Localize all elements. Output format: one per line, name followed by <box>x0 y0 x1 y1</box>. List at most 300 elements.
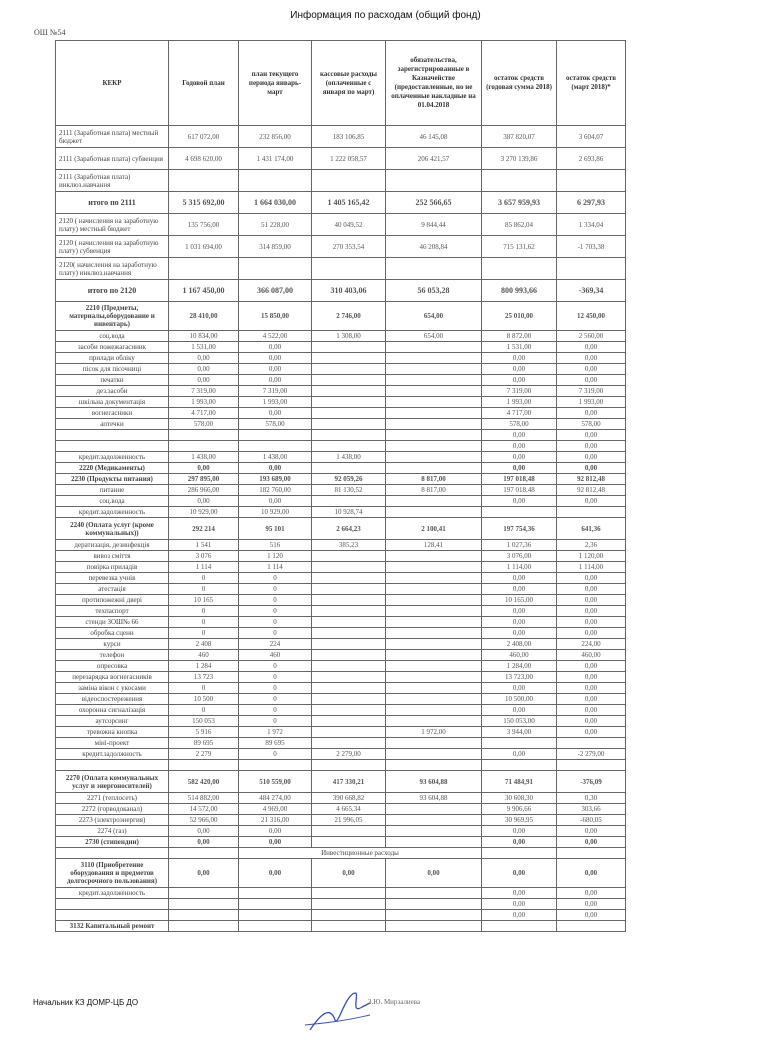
cell-value: 81 130,52 <box>312 485 386 496</box>
cell-value: 9 844,44 <box>386 214 482 236</box>
cell-value: 0,00 <box>557 694 626 705</box>
cell-value <box>312 639 386 650</box>
cell-value <box>386 551 482 562</box>
cell-value <box>169 921 239 932</box>
cell-value: 0,00 <box>482 452 557 463</box>
column-header: КЕКР <box>56 41 169 126</box>
cell-value <box>386 826 482 837</box>
cell-value: 654,00 <box>386 331 482 342</box>
cell-value: 0,00 <box>482 628 557 639</box>
table-row <box>56 331 626 342</box>
cell-value <box>386 170 482 192</box>
table-row <box>56 910 626 921</box>
cell-value: 21 316,00 <box>239 815 312 826</box>
row-label: кредит.задолженность <box>56 507 169 518</box>
table-row <box>56 258 626 280</box>
cell-value: 232 856,00 <box>239 126 312 148</box>
cell-value: 224 <box>239 639 312 650</box>
table-row <box>56 661 626 672</box>
cell-value: 13 723 <box>169 672 239 683</box>
row-label: шкільна документація <box>56 397 169 408</box>
cell-value: 15 850,00 <box>239 302 312 331</box>
cell-value: 2 408,00 <box>482 639 557 650</box>
cell-value <box>386 815 482 826</box>
cell-value: 0,00 <box>169 463 239 474</box>
row-label: телефон <box>56 650 169 661</box>
cell-value: 193 689,00 <box>239 474 312 485</box>
cell-value <box>386 595 482 606</box>
cell-value <box>312 386 386 397</box>
cell-value: 0,00 <box>482 910 557 921</box>
cell-value: 0 <box>239 573 312 584</box>
table-row <box>56 386 626 397</box>
cell-value: 1 531,00 <box>169 342 239 353</box>
cell-value: 578,00 <box>169 419 239 430</box>
cell-value: 1 405 165,42 <box>312 192 386 214</box>
cell-value: 150 053,00 <box>482 716 557 727</box>
cell-value: 0,00 <box>386 859 482 888</box>
cell-value: 3 270 139,86 <box>482 148 557 170</box>
table-row <box>56 507 626 518</box>
cell-value: 0,00 <box>482 353 557 364</box>
cell-value: 8 817,00 <box>386 485 482 496</box>
cell-value: -369,34 <box>557 280 626 302</box>
footer-position: Начальник КЗ ДОМР-ЦБ ДО <box>33 998 139 1007</box>
cell-value <box>312 170 386 192</box>
row-label: 3132 Капитальный ремонт <box>56 921 169 932</box>
cell-value <box>386 496 482 507</box>
cell-value: 715 131,62 <box>482 236 557 258</box>
cell-value: 0,00 <box>557 463 626 474</box>
cell-value <box>386 452 482 463</box>
cell-value: 3 657 959,93 <box>482 192 557 214</box>
table-row <box>56 430 626 441</box>
cell-value: 303,66 <box>557 804 626 815</box>
cell-value: 0,00 <box>557 727 626 738</box>
cell-value <box>386 705 482 716</box>
cell-value: 0,00 <box>557 584 626 595</box>
cell-value <box>239 760 312 771</box>
cell-value: 3 944,00 <box>482 727 557 738</box>
row-label: протипожежні двері <box>56 595 169 606</box>
cell-value: 40 049,52 <box>312 214 386 236</box>
cell-value: 1 120 <box>239 551 312 562</box>
table-row <box>56 804 626 815</box>
table-row <box>56 859 626 888</box>
cell-value: 0 <box>239 595 312 606</box>
cell-value: 0,00 <box>557 705 626 716</box>
row-label: перезарядка вогнегасників <box>56 672 169 683</box>
table-row <box>56 705 626 716</box>
cell-value: 292 214 <box>169 518 239 540</box>
table-row <box>56 683 626 694</box>
cell-value: 0,00 <box>482 430 557 441</box>
column-header: план текущего периода январь-март <box>239 41 312 126</box>
cell-value: 7 319,00 <box>239 386 312 397</box>
cell-value: 93 604,88 <box>386 771 482 793</box>
cell-value <box>557 507 626 518</box>
cell-value: 3 076,00 <box>482 551 557 562</box>
cell-value <box>386 584 482 595</box>
table-row <box>56 419 626 430</box>
table-row <box>56 727 626 738</box>
cell-value: 2,36 <box>557 540 626 551</box>
cell-value: 8 872,00 <box>482 331 557 342</box>
cell-value: 1 167 450,00 <box>169 280 239 302</box>
row-label: питание <box>56 485 169 496</box>
cell-value <box>312 826 386 837</box>
table-row <box>56 826 626 837</box>
cell-value <box>386 617 482 628</box>
cell-value <box>312 375 386 386</box>
cell-value <box>312 899 386 910</box>
cell-value: 1 541 <box>169 540 239 551</box>
cell-value <box>239 899 312 910</box>
cell-value <box>169 899 239 910</box>
cell-value: 0,00 <box>557 859 626 888</box>
cell-value: 0,00 <box>557 617 626 628</box>
cell-value <box>312 760 386 771</box>
cell-value: 270 353,54 <box>312 236 386 258</box>
cell-value: 0,00 <box>557 899 626 910</box>
row-label: 2120 ( начисления на заработную плату) местный бюджет <box>56 214 169 236</box>
cell-value: 89 695 <box>169 738 239 749</box>
cell-value <box>386 430 482 441</box>
table-row <box>56 694 626 705</box>
row-label: прилади обліку <box>56 353 169 364</box>
cell-value: 3 604,07 <box>557 126 626 148</box>
cell-value <box>386 353 482 364</box>
row-label: аутсорсинг <box>56 716 169 727</box>
cell-value: 0 <box>239 705 312 716</box>
cell-value: -2 279,00 <box>557 749 626 760</box>
cell-value <box>312 408 386 419</box>
cell-value: 0,00 <box>239 496 312 507</box>
row-label: перевезка учнів <box>56 573 169 584</box>
cell-value: 0,00 <box>169 859 239 888</box>
cell-value <box>312 595 386 606</box>
table-row <box>56 441 626 452</box>
cell-value: 25 010,00 <box>482 302 557 331</box>
cell-value: 297 895,00 <box>169 474 239 485</box>
cell-value <box>386 573 482 584</box>
table-row <box>56 397 626 408</box>
table-row <box>56 518 626 540</box>
cell-value: 0,30 <box>557 793 626 804</box>
cell-value: 0,00 <box>482 606 557 617</box>
row-label: 2111 (Заработная плата) местный бюджет <box>56 126 169 148</box>
row-label: 2272 (горводоканал) <box>56 804 169 815</box>
cell-value: 2 279,00 <box>312 749 386 760</box>
cell-value: 1 114,00 <box>557 562 626 573</box>
cell-value: 617 072,00 <box>169 126 239 148</box>
cell-value: 0,00 <box>239 837 312 848</box>
table-row <box>56 899 626 910</box>
cell-value: 46 208,84 <box>386 236 482 258</box>
cell-value <box>312 364 386 375</box>
row-label: соц.вода <box>56 496 169 507</box>
row-label: засоби пожежагасиник <box>56 342 169 353</box>
cell-value: 366 087,00 <box>239 280 312 302</box>
cell-value: 0,00 <box>239 859 312 888</box>
cell-value <box>386 419 482 430</box>
row-label: итого по 2120 <box>56 280 169 302</box>
cell-value <box>169 760 239 771</box>
cell-value: 0,00 <box>169 364 239 375</box>
cell-value <box>482 258 557 280</box>
row-label: 3110 (Приобретение оборудования и предметов долгосрочного пользования) <box>56 859 169 888</box>
cell-value: 582 420,00 <box>169 771 239 793</box>
cell-value: 0,00 <box>169 826 239 837</box>
table-row <box>56 148 626 170</box>
cell-value <box>312 694 386 705</box>
cell-value: 0,00 <box>239 364 312 375</box>
cell-value: 92 812,48 <box>557 485 626 496</box>
cell-value <box>386 441 482 452</box>
row-label: пісок для пісочниці <box>56 364 169 375</box>
cell-value <box>312 562 386 573</box>
cell-value <box>386 888 482 899</box>
cell-value: 4 969,00 <box>239 804 312 815</box>
cell-value: 1 993,00 <box>482 397 557 408</box>
row-label <box>56 430 169 441</box>
cell-value <box>312 837 386 848</box>
cell-value <box>386 672 482 683</box>
cell-value: 516 <box>239 540 312 551</box>
cell-value <box>386 650 482 661</box>
cell-value: 0,00 <box>557 408 626 419</box>
cell-value: 7 319,00 <box>482 386 557 397</box>
cell-value: 387 820,07 <box>482 126 557 148</box>
row-label: 2274 (газ) <box>56 826 169 837</box>
cell-value: 10 165,00 <box>482 595 557 606</box>
cell-value <box>386 738 482 749</box>
cell-value: 10 834,00 <box>169 331 239 342</box>
cell-value: 0,00 <box>482 441 557 452</box>
cell-value: 56 053,28 <box>386 280 482 302</box>
cell-value: 93 604,88 <box>386 793 482 804</box>
cell-value: 1 993,00 <box>557 397 626 408</box>
cell-value: 0,00 <box>557 837 626 848</box>
table-row <box>56 375 626 386</box>
cell-value: 0,00 <box>239 463 312 474</box>
cell-value: 10 929,00 <box>239 507 312 518</box>
cell-value: 460 <box>169 650 239 661</box>
cell-value: 0,00 <box>557 672 626 683</box>
cell-value: 0 <box>239 628 312 639</box>
row-label: кредит.задолженность <box>56 888 169 899</box>
cell-value <box>386 760 482 771</box>
row-label <box>56 899 169 910</box>
cell-value: 460 <box>239 650 312 661</box>
cell-value: 0,00 <box>312 859 386 888</box>
cell-value: 1 431 174,00 <box>239 148 312 170</box>
cell-value: 1 334,04 <box>557 214 626 236</box>
row-label: аптечки <box>56 419 169 430</box>
row-label: дератизація, дезинфекція <box>56 540 169 551</box>
cell-value: 800 993,66 <box>482 280 557 302</box>
cell-value: 135 756,00 <box>169 214 239 236</box>
cell-value <box>169 910 239 921</box>
cell-value: 0 <box>169 573 239 584</box>
cell-value: 2 279 <box>169 749 239 760</box>
cell-value: 4 717,00 <box>169 408 239 419</box>
cell-value <box>169 258 239 280</box>
cell-value: 0,00 <box>482 705 557 716</box>
row-label: охоронна сигналізація <box>56 705 169 716</box>
cell-value: 1 027,36 <box>482 540 557 551</box>
cell-value <box>169 170 239 192</box>
cell-value: 385,23 <box>312 540 386 551</box>
table-row <box>56 463 626 474</box>
row-label: відеоспостереження <box>56 694 169 705</box>
cell-value <box>386 386 482 397</box>
cell-value: 1 438,00 <box>169 452 239 463</box>
cell-value: 1 308,00 <box>312 331 386 342</box>
table-row <box>56 888 626 899</box>
table-row <box>56 474 626 485</box>
cell-value <box>312 397 386 408</box>
cell-value: 0,00 <box>482 364 557 375</box>
cell-value: 21 996,05 <box>312 815 386 826</box>
cell-value: 0,00 <box>482 826 557 837</box>
cell-value <box>386 408 482 419</box>
cell-value <box>386 683 482 694</box>
cell-value <box>482 738 557 749</box>
cell-value <box>386 661 482 672</box>
cell-value: 0 <box>169 683 239 694</box>
cell-value: 0,00 <box>557 430 626 441</box>
row-label: вивоз сміття <box>56 551 169 562</box>
cell-value <box>312 650 386 661</box>
cell-value: 0 <box>239 661 312 672</box>
row-label <box>56 441 169 452</box>
cell-value: 0,00 <box>169 375 239 386</box>
cell-value <box>239 430 312 441</box>
cell-value: 0,00 <box>239 342 312 353</box>
school-label: ОШ №54 <box>34 28 66 37</box>
row-label: 2120 ( начисления на заработную плату) субвенция <box>56 236 169 258</box>
table-row <box>56 672 626 683</box>
table-row <box>56 551 626 562</box>
cell-value: 252 566,65 <box>386 192 482 214</box>
cell-value: 0 <box>169 617 239 628</box>
table-row <box>56 236 626 258</box>
cell-value: 1 993,00 <box>239 397 312 408</box>
cell-value <box>386 921 482 932</box>
table-row <box>56 793 626 804</box>
cell-value <box>312 441 386 452</box>
cell-value: 30 969,95 <box>482 815 557 826</box>
cell-value: 0 <box>239 617 312 628</box>
cell-value <box>239 258 312 280</box>
cell-value: 460,00 <box>482 650 557 661</box>
row-label: 2220 (Медикаменты) <box>56 463 169 474</box>
cell-value: 514 882,00 <box>169 793 239 804</box>
cell-value <box>239 170 312 192</box>
cell-value: 0 <box>169 606 239 617</box>
table-row <box>56 353 626 364</box>
cell-value <box>482 921 557 932</box>
cell-value: 0,00 <box>169 496 239 507</box>
cell-value <box>312 888 386 899</box>
cell-value: 2 746,00 <box>312 302 386 331</box>
cell-value <box>312 727 386 738</box>
cell-value: 13 723,00 <box>482 672 557 683</box>
row-label: дез.засоби <box>56 386 169 397</box>
row-label: соц.вода <box>56 331 169 342</box>
row-label: 2240 (Оплата услуг (кроме коммунальных)) <box>56 518 169 540</box>
footer-name: З.Ю. Мирзалиева <box>368 998 421 1006</box>
cell-value <box>312 258 386 280</box>
cell-value: 1 114 <box>239 562 312 573</box>
cell-value: 417 330,21 <box>312 771 386 793</box>
cell-value <box>312 910 386 921</box>
table-row <box>56 837 626 848</box>
cell-value: 310 403,06 <box>312 280 386 302</box>
cell-value: 578,00 <box>482 419 557 430</box>
cell-value: 0,00 <box>482 375 557 386</box>
cell-value: 0 <box>239 606 312 617</box>
cell-value: 1 531,00 <box>482 342 557 353</box>
signature <box>300 985 400 1035</box>
cell-value: 4 717,00 <box>482 408 557 419</box>
cell-value: 1 972 <box>239 727 312 738</box>
cell-value: 5 916 <box>169 727 239 738</box>
cell-value: 0 <box>239 694 312 705</box>
cell-value: 1 664 030,00 <box>239 192 312 214</box>
cell-value <box>386 364 482 375</box>
cell-value: 0 <box>239 749 312 760</box>
cell-value: 1 114 <box>169 562 239 573</box>
column-header: остаток средств (март 2018)* <box>557 41 626 126</box>
cell-value: 314 859,00 <box>239 236 312 258</box>
cell-value <box>557 170 626 192</box>
cell-value: 89 695 <box>239 738 312 749</box>
row-label: стенди ЗОШ№ 66 <box>56 617 169 628</box>
cell-value <box>312 430 386 441</box>
row-label: міні-проект <box>56 738 169 749</box>
cell-value: 0,00 <box>482 617 557 628</box>
table-row <box>56 573 626 584</box>
cell-value <box>312 738 386 749</box>
cell-value: 1 284,00 <box>482 661 557 672</box>
cell-value: 0,00 <box>557 441 626 452</box>
cell-value: 206 421,57 <box>386 148 482 170</box>
cell-value: 0,00 <box>169 353 239 364</box>
column-header: остаток средств (годовая сумма 2018) <box>482 41 557 126</box>
row-label: 2271 (теплосеть) <box>56 793 169 804</box>
cell-value: 71 484,91 <box>482 771 557 793</box>
cell-value: 0,00 <box>557 683 626 694</box>
cell-value <box>312 683 386 694</box>
cell-value: 0,00 <box>482 463 557 474</box>
table-row <box>56 214 626 236</box>
row-label: тревожна кнопка <box>56 727 169 738</box>
cell-value: 150 053 <box>169 716 239 727</box>
cell-value: 2 100,41 <box>386 518 482 540</box>
cell-value: 1 972,00 <box>386 727 482 738</box>
row-label: 2210 (Предметы, материалы,оборудование и инвентарь) <box>56 302 169 331</box>
cell-value <box>312 584 386 595</box>
cell-value: 0,00 <box>557 888 626 899</box>
cell-value: 3 076 <box>169 551 239 562</box>
cell-value: 1 222 058,57 <box>312 148 386 170</box>
cell-value: 0,00 <box>557 661 626 672</box>
cell-value: 5 315 692,00 <box>169 192 239 214</box>
cell-value <box>386 397 482 408</box>
cell-value: 2 693,86 <box>557 148 626 170</box>
